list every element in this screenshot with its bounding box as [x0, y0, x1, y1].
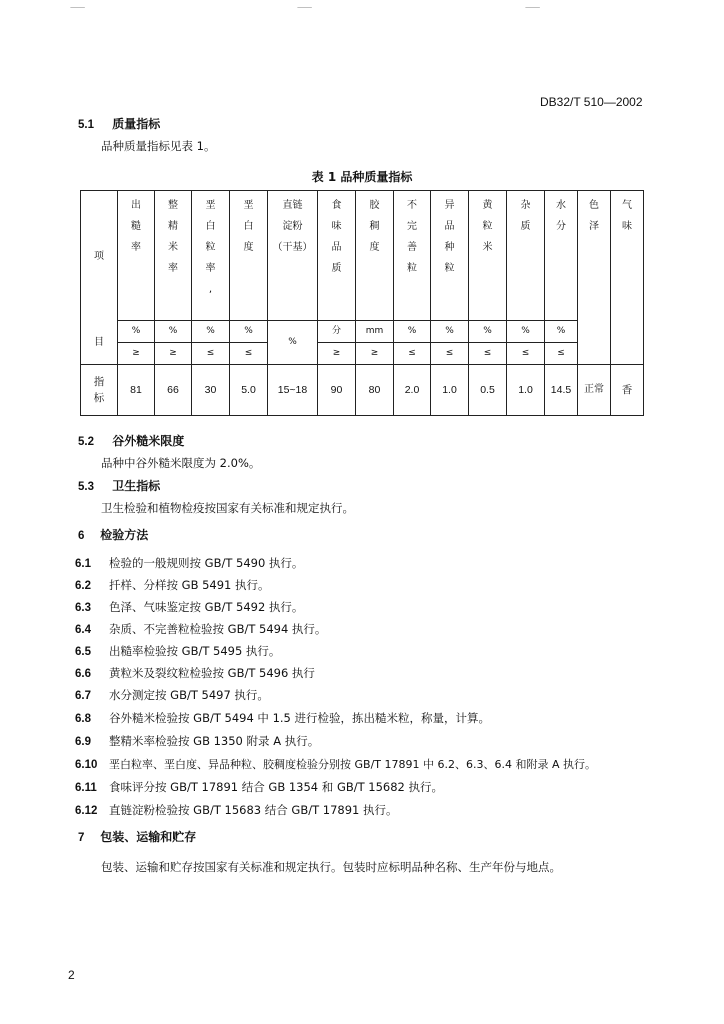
clause-6-10: 6.10 垩白粒率、垩白度、异品种粒、胶稠度检验分别按 GB/T 17891 中 6.2、6.3、6.4 和附录 A 执行。 [75, 758, 596, 771]
clause-6-1: 6.1 检验的一般规则按 GB/T 5490 执行。 [75, 556, 304, 570]
value-cell: 5.0 [230, 365, 268, 416]
value-cell: 14.5 [545, 365, 578, 416]
col-header: 垩 白 粒 率 , [192, 191, 230, 321]
section-title: 谷外糙米限度 [112, 434, 185, 448]
section-title: 质量指标 [112, 117, 161, 131]
table-caption: 表 1 品种质量指标 [311, 170, 413, 184]
unit-cell: % [230, 321, 268, 343]
value-cell: 1.0 [507, 365, 545, 416]
col-header: 不 完 善 粒 [394, 191, 431, 321]
value-cell: 1.0 [431, 365, 469, 416]
unit-cell: % [394, 321, 431, 343]
section-number: 5.2 [78, 436, 94, 448]
section-7-heading [78, 828, 196, 845]
section-number: 7 [78, 832, 85, 844]
quality-table [80, 190, 644, 416]
clause-6-3: 6.3 色泽、气味鉴定按 GB/T 5492 执行。 [75, 600, 304, 614]
clause-6-11: 6.11 食味评分按 GB/T 17891 结合 GB 1354 和 GB/T 15682 执行。 [75, 780, 444, 794]
col-header: 气 味 [611, 191, 644, 365]
value-cell: 80 [356, 365, 394, 416]
col-header: 胶 稠 度 [356, 191, 394, 321]
clause-6-5: 6.5 出糙率检验按 GB/T 5495 执行。 [75, 644, 281, 658]
clause-6-2: 6.2 扦样、分样按 GB 5491 执行。 [75, 578, 270, 592]
unit-cell: % [431, 321, 469, 343]
section-title: 检验方法 [100, 528, 149, 542]
section-5-1-heading [78, 115, 160, 132]
col-header: 食 味 品 质 [318, 191, 356, 321]
col-header: 水 分 [545, 191, 578, 321]
value-cell: 66 [155, 365, 192, 416]
unit-cell: % [268, 321, 318, 365]
section-5-3-text: 卫生检验和植物检疫按国家有关标准和规定执行。 [101, 501, 354, 515]
comparator-row [81, 343, 644, 365]
value-cell: 2.0 [394, 365, 431, 416]
comparator-cell: ≥ [155, 343, 192, 365]
section-5-3-heading [78, 477, 160, 494]
unit-cell: % [469, 321, 507, 343]
section-title: 包装、运输和贮存 [100, 830, 197, 844]
scan-mark: ⸺ [70, 3, 86, 13]
col-header: 垩 白 度 [230, 191, 268, 321]
clause-6-12: 6.12 直链淀粉检验按 GB/T 15683 结合 GB/T 17891 执行。 [75, 803, 398, 817]
indicator-label: 指 标 [81, 365, 118, 416]
clause-6-7: 6.7 水分测定按 GB/T 5497 执行。 [75, 688, 269, 702]
comparator-cell: ≤ [507, 343, 545, 365]
comparator-cell: ≤ [192, 343, 230, 365]
value-cell: 0.5 [469, 365, 507, 416]
comparator-cell: ≥ [356, 343, 394, 365]
col-header: 直链 淀粉 （干基） [268, 191, 318, 321]
col-header: 色 泽 [578, 191, 611, 365]
col-header: 出 糙 率 [118, 191, 155, 321]
value-cell: 正常 [578, 365, 611, 416]
standard-code: DB32/T 510—2002 [540, 95, 643, 109]
comparator-cell: ≤ [394, 343, 431, 365]
unit-cell: % [545, 321, 578, 343]
header-row [81, 191, 644, 321]
col-header: 黄 粒 米 [469, 191, 507, 321]
value-cell: 90 [318, 365, 356, 416]
clause-6-9: 6.9 整精米率检验按 GB 1350 附录 A 执行。 [75, 734, 320, 748]
unit-cell: % [192, 321, 230, 343]
clause-6-6: 6.6 黄粒米及裂纹粒检验按 GB/T 5496 执行 [75, 666, 315, 680]
unit-cell: % [507, 321, 545, 343]
unit-cell: % [118, 321, 155, 343]
unit-cell: % [155, 321, 192, 343]
section-number: 5.3 [78, 481, 94, 493]
unit-row [81, 321, 644, 343]
value-cell: 香 [611, 365, 644, 416]
unit-cell: 分 [318, 321, 356, 343]
page-number: 2 [68, 968, 75, 982]
col-header: 整 精 米 率 [155, 191, 192, 321]
value-cell: 30 [192, 365, 230, 416]
unit-cell: mm [356, 321, 394, 343]
comparator-cell: ≥ [318, 343, 356, 365]
value-row [81, 365, 644, 416]
comparator-cell: ≤ [431, 343, 469, 365]
clause-6-4: 6.4 杂质、不完善粒检验按 GB/T 5494 执行。 [75, 622, 327, 636]
section-number: 5.1 [78, 119, 94, 131]
section-7-text: 包装、运输和贮存按国家有关标准和规定执行。包装时应标明品种名称、生产年份与地点。 [101, 860, 561, 874]
row-label-bottom: 目 [94, 337, 104, 348]
scan-mark: ⸺ [525, 3, 541, 13]
comparator-cell: ≤ [545, 343, 578, 365]
section-6-heading [78, 526, 148, 543]
section-5-2-text: 品种中谷外糙米限度为 2.0%。 [101, 456, 261, 470]
section-number: 6 [78, 530, 85, 542]
comparator-cell: ≤ [230, 343, 268, 365]
col-header: 杂 质 [507, 191, 545, 321]
section-5-2-heading [78, 432, 184, 449]
scan-mark: ⸺ [297, 3, 313, 13]
comparator-cell: ≥ [118, 343, 155, 365]
value-cell: 81 [118, 365, 155, 416]
col-header: 异 品 种 粒 [431, 191, 469, 321]
value-cell: 15~18 [268, 365, 318, 416]
row-label-top: 项 [94, 251, 104, 262]
comparator-cell: ≤ [469, 343, 507, 365]
section-title: 卫生指标 [112, 479, 161, 493]
section-5-1-text: 品种质量指标见表 1。 [101, 139, 216, 153]
clause-6-8: 6.8 谷外糙米检验按 GB/T 5494 中 1.5 进行检验，拣出糙米粒，称量，计算。 [75, 711, 491, 725]
row-label-cell [81, 191, 118, 365]
